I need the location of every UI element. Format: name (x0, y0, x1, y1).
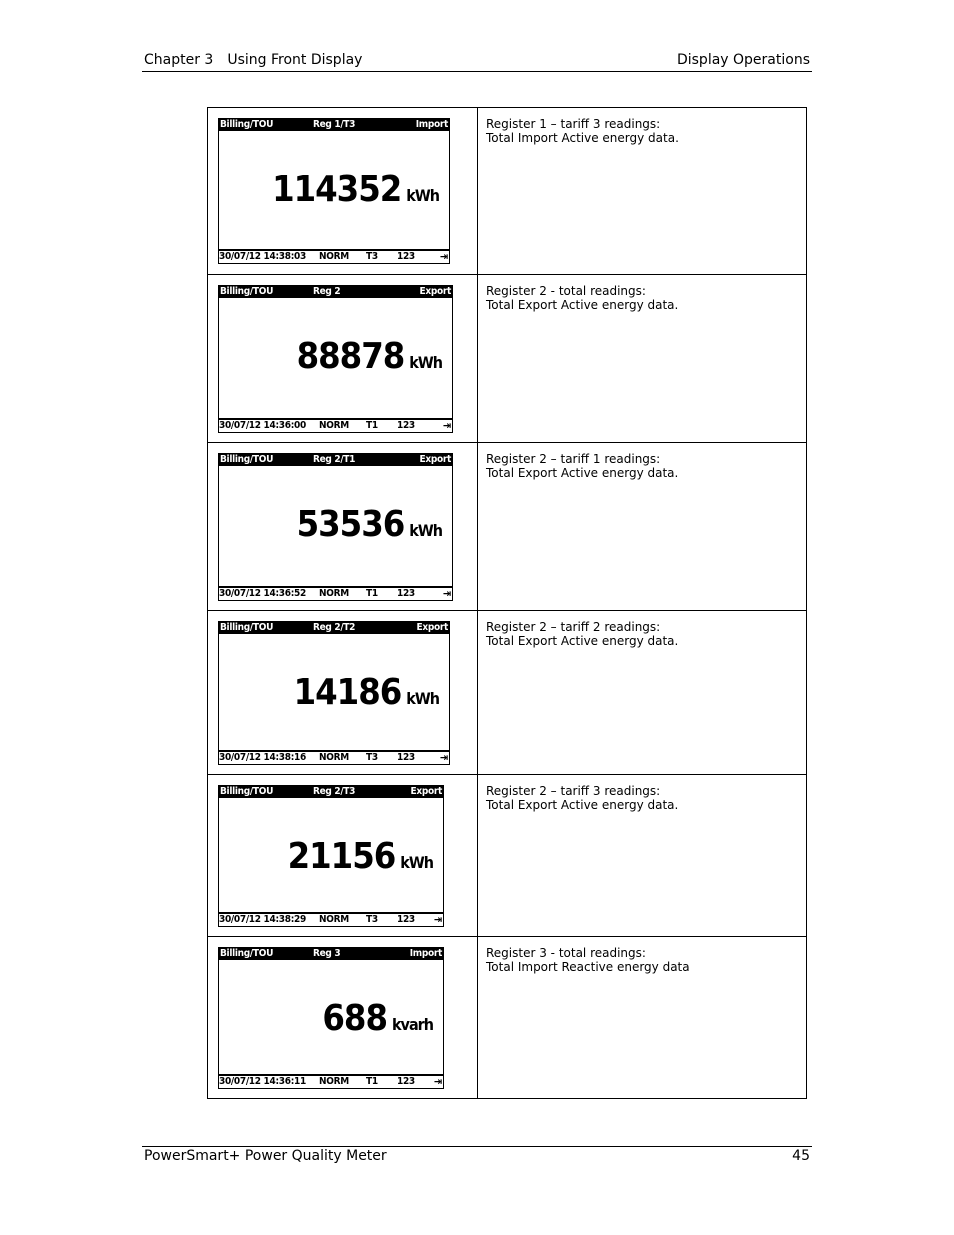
description-cell (478, 275, 806, 442)
screen-tariff: T1 (366, 588, 378, 599)
screen-status: NORM (319, 251, 349, 262)
screen-direction: Export (419, 286, 451, 297)
description-line-1: Register 2 – tariff 3 readings: (486, 784, 661, 798)
table-row (208, 108, 806, 274)
footer-rule (142, 1146, 812, 1147)
reading-value: 114352 (272, 169, 402, 210)
screen-status: NORM (319, 588, 349, 599)
screen-cell (208, 275, 478, 442)
screen-register: Reg 3 (313, 948, 341, 959)
description-line-1: Register 1 – tariff 3 readings: (486, 117, 661, 131)
meter-display-screenshot (218, 785, 444, 927)
screen-direction: Export (410, 786, 442, 797)
screen-status: NORM (319, 752, 349, 763)
description-line-1: Register 2 - total readings: (486, 284, 646, 298)
screen-cell (208, 611, 478, 774)
chapter-title: Using Front Display (227, 52, 363, 68)
screen-datetime: 30/07/12 14:38:16 (219, 752, 306, 763)
screen-register: Reg 2 (313, 286, 341, 297)
screen-direction: Export (419, 454, 451, 465)
reading-value: 88878 (296, 336, 405, 377)
screen-tariff: T3 (366, 914, 378, 925)
screen-datetime: 30/07/12 14:36:52 (219, 588, 306, 599)
description-cell (478, 937, 806, 1098)
description-line-2: Total Import Reactive energy data (486, 960, 690, 974)
description-line-2: Total Export Active energy data. (486, 634, 679, 648)
arrow-icon: ⇥ (434, 913, 442, 926)
meter-display-screenshot (218, 621, 450, 765)
screen-phases: 123 (397, 588, 415, 599)
screen-status-bar (219, 418, 452, 432)
description-cell (478, 443, 806, 610)
screen-status-bar (219, 1074, 443, 1088)
header-rule (142, 71, 812, 72)
screen-title-bar (219, 454, 452, 466)
reading-unit: kWh (406, 689, 439, 708)
description-line-2: Total Export Active energy data. (486, 466, 679, 480)
description-line-1: Register 3 - total readings: (486, 946, 646, 960)
screen-reading (297, 504, 442, 545)
screen-phases: 123 (397, 914, 415, 925)
screen-title-bar (219, 786, 443, 798)
arrow-icon: ⇥ (440, 751, 448, 764)
screen-register: Reg 1/T3 (313, 119, 356, 130)
screen-datetime: 30/07/12 14:38:29 (219, 914, 306, 925)
meter-display-screenshot (218, 118, 450, 264)
screen-phases: 123 (397, 752, 415, 763)
screen-reading (288, 836, 433, 877)
screen-mode: Billing/TOU (220, 948, 274, 959)
reading-value: 14186 (293, 672, 402, 713)
meter-display-screenshot (218, 947, 444, 1089)
screen-status-bar (219, 750, 449, 764)
display-screens-table (207, 107, 807, 1099)
arrow-icon: ⇥ (443, 419, 451, 432)
screen-status: NORM (319, 914, 349, 925)
reading-value: 21156 (287, 836, 396, 877)
screen-register: Reg 2/T2 (313, 622, 356, 633)
screen-reading (272, 169, 439, 210)
screen-direction: Import (409, 948, 442, 959)
screen-mode: Billing/TOU (220, 622, 274, 633)
screen-title-bar (219, 948, 443, 960)
reading-unit: kWh (406, 186, 439, 205)
screen-datetime: 30/07/12 14:38:03 (219, 251, 306, 262)
screen-phases: 123 (397, 1076, 415, 1087)
description-cell (478, 108, 806, 274)
screen-mode: Billing/TOU (220, 454, 274, 465)
screen-status-bar (219, 912, 443, 926)
screen-status: NORM (319, 420, 349, 431)
arrow-icon: ⇥ (434, 1075, 442, 1088)
arrow-icon: ⇥ (440, 250, 448, 263)
screen-tariff: T3 (366, 251, 378, 262)
description-line-2: Total Export Active energy data. (486, 298, 679, 312)
screen-cell (208, 443, 478, 610)
reading-value: 688 (322, 998, 387, 1039)
screen-direction: Import (415, 119, 448, 130)
table-row (208, 936, 806, 1098)
screen-title-bar (219, 286, 452, 298)
reading-unit: kWh (409, 521, 442, 540)
reading-unit: kWh (409, 353, 442, 372)
meter-display-screenshot (218, 285, 453, 433)
screen-cell (208, 775, 478, 936)
footer-product: PowerSmart+ Power Quality Meter (144, 1148, 387, 1164)
page-number: 45 (792, 1148, 810, 1164)
screen-datetime: 30/07/12 14:36:00 (219, 420, 306, 431)
reading-value: 53536 (296, 504, 405, 545)
screen-reading (322, 998, 433, 1039)
screen-direction: Export (416, 622, 448, 633)
screen-title-bar (219, 119, 449, 131)
screen-tariff: T1 (366, 420, 378, 431)
header-section: Display Operations (676, 52, 810, 68)
screen-status-bar (219, 249, 449, 263)
table-row (208, 274, 806, 442)
description-line-2: Total Import Active energy data. (486, 131, 679, 145)
screen-phases: 123 (397, 420, 415, 431)
screen-mode: Billing/TOU (220, 786, 274, 797)
screen-tariff: T3 (366, 752, 378, 763)
screen-status-bar (219, 586, 452, 600)
table-row (208, 774, 806, 936)
reading-unit: kWh (400, 853, 433, 872)
screen-mode: Billing/TOU (220, 119, 274, 130)
screen-datetime: 30/07/12 14:36:11 (219, 1076, 306, 1087)
screen-reading (297, 336, 442, 377)
reading-unit: kvarh (391, 1015, 433, 1034)
arrow-icon: ⇥ (443, 587, 451, 600)
description-cell (478, 611, 806, 774)
screen-reading (294, 672, 439, 713)
description-line-1: Register 2 – tariff 1 readings: (486, 452, 661, 466)
chapter-label: Chapter 3 (144, 52, 214, 68)
screen-cell (208, 108, 478, 274)
table-row (208, 442, 806, 610)
description-cell (478, 775, 806, 936)
header-chapter (144, 52, 362, 68)
screen-register: Reg 2/T3 (313, 786, 356, 797)
screen-phases: 123 (397, 251, 415, 262)
meter-display-screenshot (218, 453, 453, 601)
description-line-2: Total Export Active energy data. (486, 798, 679, 812)
screen-status: NORM (319, 1076, 349, 1087)
table-row (208, 610, 806, 774)
description-line-1: Register 2 – tariff 2 readings: (486, 620, 661, 634)
screen-register: Reg 2/T1 (313, 454, 356, 465)
screen-tariff: T1 (366, 1076, 378, 1087)
screen-cell (208, 937, 478, 1098)
screen-mode: Billing/TOU (220, 286, 274, 297)
screen-title-bar (219, 622, 449, 634)
